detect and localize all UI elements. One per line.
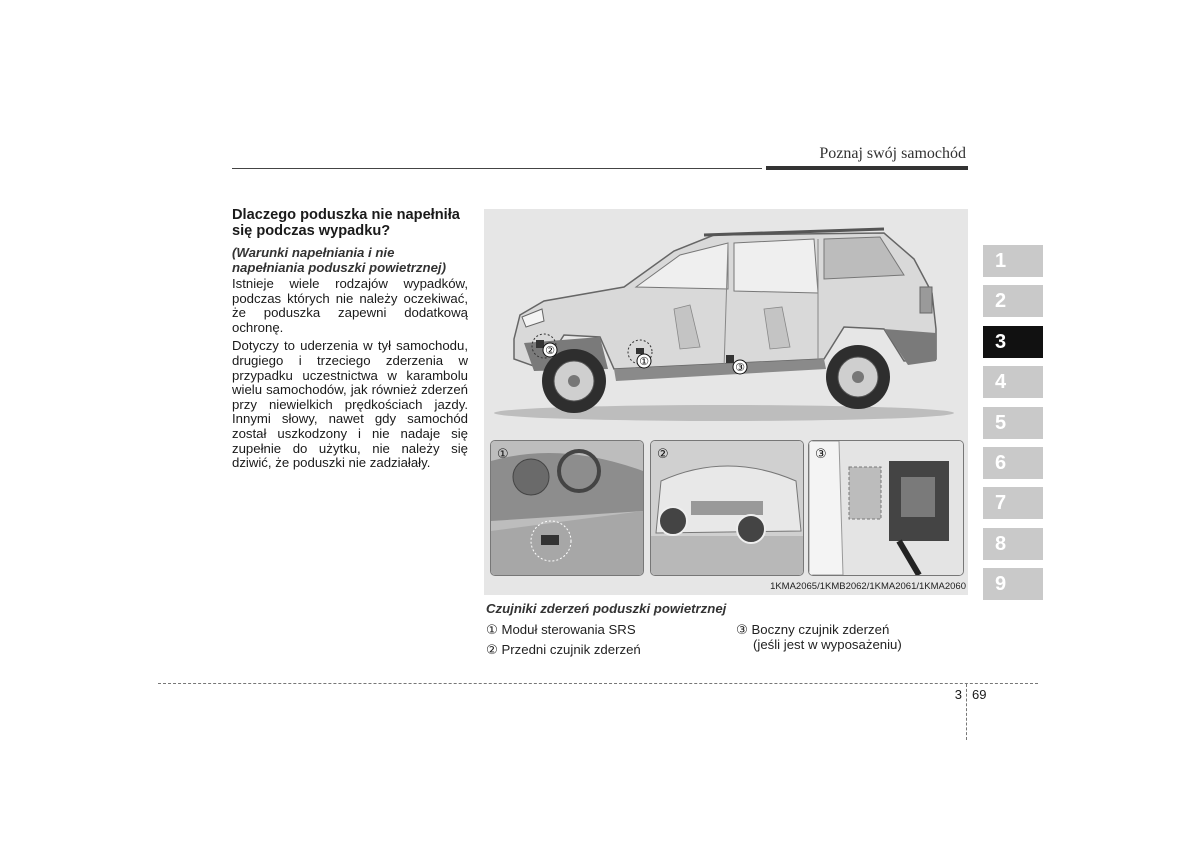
marker-label: ② (545, 344, 555, 357)
marker-label: ① (639, 355, 649, 368)
chapter-tab-6[interactable]: 6 (983, 447, 1043, 479)
chapter-tab-4[interactable]: 4 (983, 366, 1043, 398)
inset-srs-module (490, 440, 644, 576)
legend-item-label: ③ Boczny czujnik zderzeń (736, 622, 890, 637)
chapter-tab-1[interactable]: 1 (983, 245, 1043, 277)
article-text (232, 207, 468, 475)
inset-front-sensor (650, 440, 804, 576)
figure-code: 1KMA2065/1KMB2062/1KMA2061/1KMA2060 (770, 581, 966, 592)
footer-divider (966, 684, 967, 740)
chapter-tab-2[interactable]: 2 (983, 285, 1043, 317)
legend-item: ① Moduł sterowania SRS (486, 622, 636, 637)
figure-caption: Czujniki zderzeń poduszki powietrznej (486, 601, 727, 616)
chapter-tab-7[interactable]: 7 (983, 487, 1043, 519)
header-rule (232, 168, 762, 169)
section-title: Poznaj swój samochód (819, 145, 966, 162)
legend-item: ② Przedni czujnik zderzeń (486, 642, 641, 657)
article-subtitle: (Warunki napełniania i nie napełniania poduszki powietrznej) (232, 245, 446, 275)
inset-side-sensor (808, 440, 964, 576)
chapter-tab-3[interactable]: 3 (983, 326, 1043, 358)
chapter-tab-5[interactable]: 5 (983, 407, 1043, 439)
footer-rule (158, 683, 1038, 684)
chapter-tab-9[interactable]: 9 (983, 568, 1043, 600)
inset-marker: ① (497, 446, 509, 461)
header-rule-accent (766, 166, 968, 170)
inset-marker: ③ (815, 446, 827, 461)
paragraph: Istnieje wiele rodzajów wypadków, podczas których nie należy oczekiwać, że poduszka zapewni dodatkową ochronę. (232, 276, 468, 335)
marker-label: ③ (735, 361, 745, 374)
car-side-illustration (484, 209, 968, 437)
chapter-tab-8[interactable]: 8 (983, 528, 1043, 560)
article-title: Dlaczego poduszka nie napełniła się podczas wypadku? (232, 207, 460, 239)
legend-item-note: (jeśli jest w wyposażeniu) (753, 637, 902, 652)
page-number: 69 (972, 687, 987, 702)
paragraph: Dotyczy to uderzenia w tył samochodu, drugiego i trzeciego zderzenia w przypadku uczestnictwa w karambolu wielu samochodów, jak również zderzeń przy niewielkich prędkościach jazdy. Innymi słowy, nawet gdy samochód został uszkodzony i nie nadaje się zupełnie do użytku, nie należy się dziwić, że poduszki nie zadziałały. (232, 338, 468, 471)
legend-item (736, 622, 902, 652)
page-chapter-number: 3 (954, 687, 962, 702)
inset-marker: ② (657, 446, 669, 461)
